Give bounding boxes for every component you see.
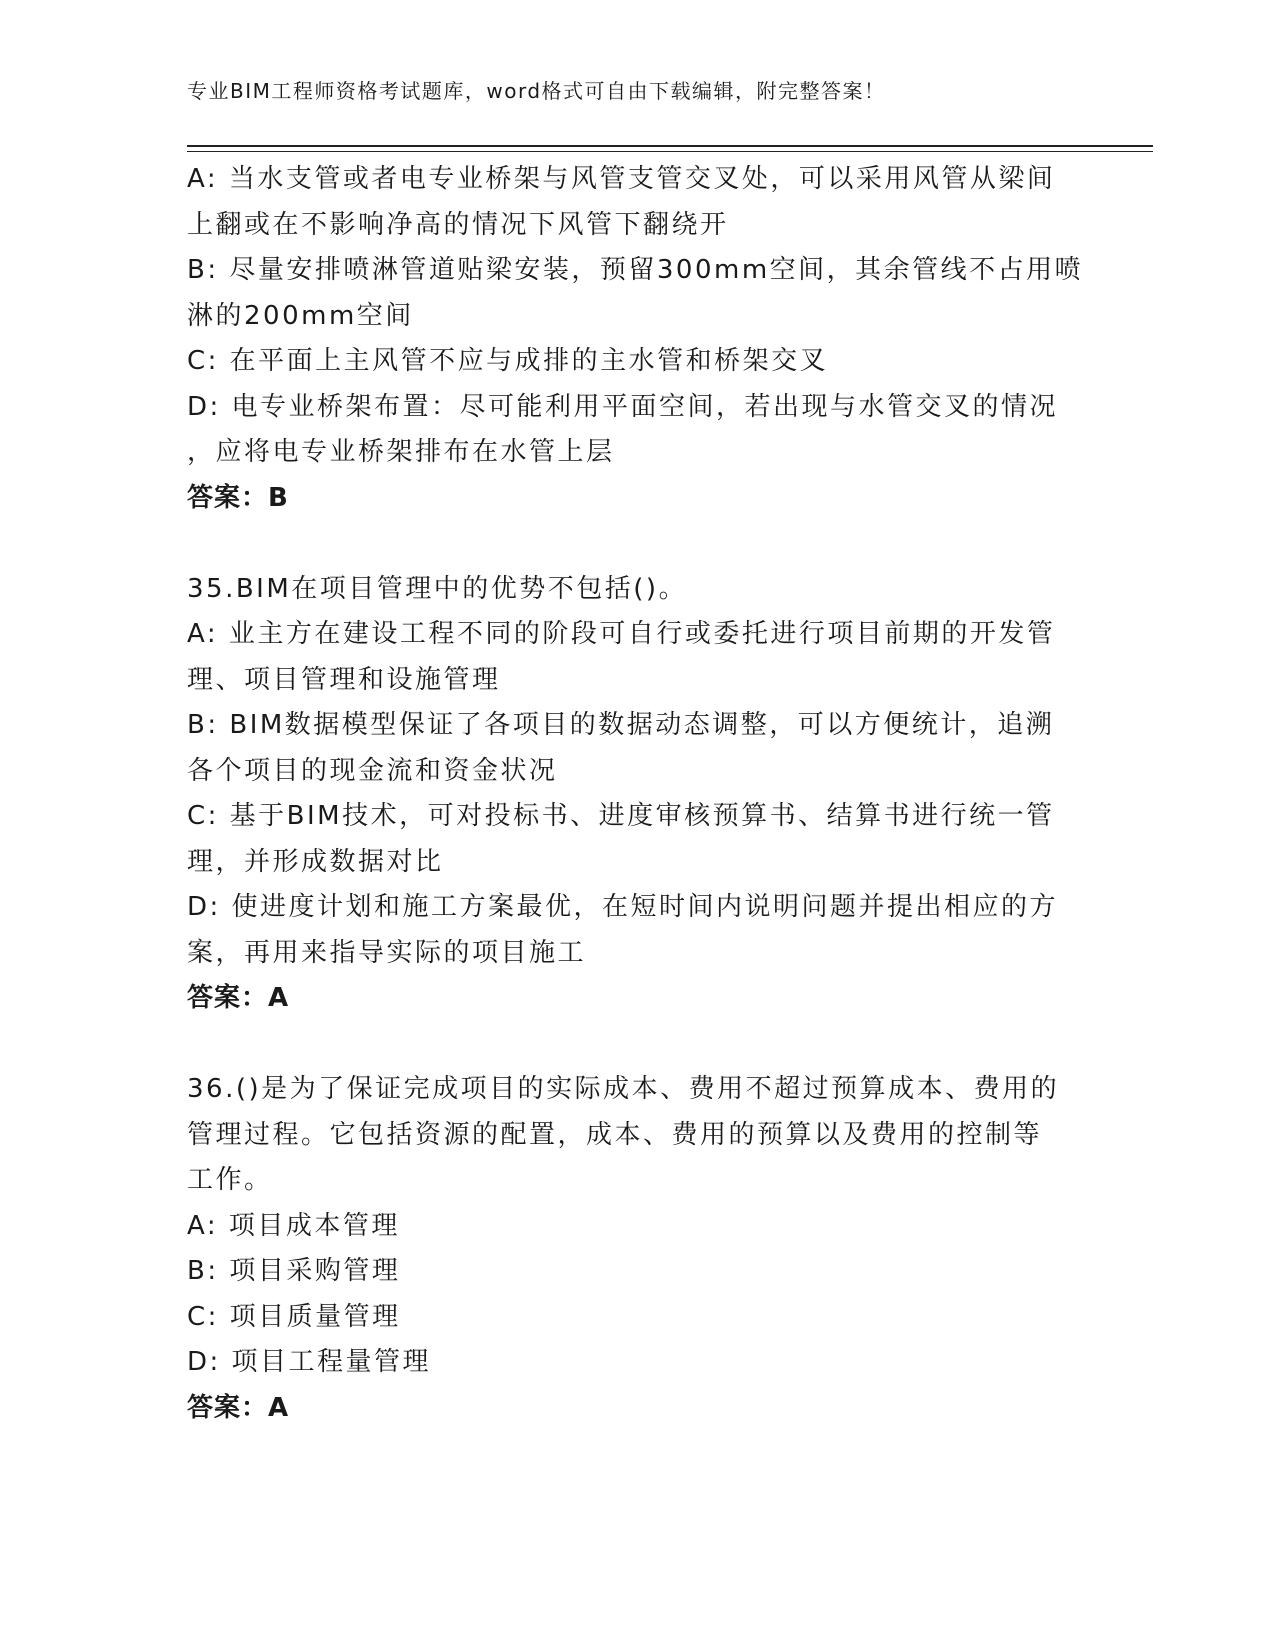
option-d-line-2: ，应将电专业桥架排布在水管上层 — [187, 437, 615, 467]
header-divider — [187, 145, 1153, 152]
option-c-line-2: 理，并形成数据对比 — [187, 846, 444, 877]
spacer — [187, 1022, 1087, 1068]
question-34-block — [187, 157, 1087, 521]
question-text-line-1: 36.()是为了保证完成项目的实际成本、费用不超过预算成本、费用的 — [187, 1074, 1060, 1104]
option-a-line-1: A: 项目成本管理 — [187, 1210, 400, 1241]
option-a-line-1: A: 业主方在建设工程不同的阶段可自行或委托进行项目前期的开发管 — [187, 619, 1056, 649]
option-d-line-1: D: 电专业桥架布置：尽可能利用平面空间，若出现与水管交叉的情况 — [187, 391, 1059, 422]
question-text-line-2: 管理过程。它包括资源的配置，成本、费用的预算以及费用的控制等 — [187, 1119, 1043, 1150]
question-35-block — [187, 567, 1087, 1022]
page-header: 专业BIM工程师资格考试题库，word格式可自由下载编辑，附完整答案！ — [187, 79, 886, 103]
option-b-line-1: B: 项目采购管理 — [187, 1256, 401, 1286]
option-d-line-1: D: 使进度计划和施工方案最优，在短时间内说明问题并提出相应的方 — [187, 892, 1059, 922]
answer-label: 答案：B — [187, 482, 289, 513]
option-d-line-2: 案，再用来指导实际的项目施工 — [187, 937, 587, 968]
option-a-line-2: 上翻或在不影响净高的情况下风管下翻绕开 — [187, 209, 729, 240]
spacer — [187, 521, 1087, 567]
option-b-line-2: 淋的200mm空间 — [187, 300, 414, 331]
answer-label: 答案：A — [187, 1392, 290, 1423]
option-c-line-1: C: 在平面上主风管不应与成排的主水管和桥架交叉 — [187, 346, 829, 376]
option-b-line-2: 各个项目的现金流和资金状况 — [187, 755, 558, 786]
answer-label: 答案：A — [187, 983, 290, 1013]
question-text-line-3: 工作。 — [187, 1165, 273, 1195]
option-a-line-1: A: 当水支管或者电专业桥架与风管支管交叉处，可以采用风管从梁间 — [187, 164, 1056, 194]
option-c-line-1: C: 基于BIM技术，可对投标书、进度审核预算书、结算书进行统一管 — [187, 801, 1055, 831]
option-b-line-1: B: 尽量安排喷淋管道贴梁安装，预留300mm空间，其余管线不占用喷 — [187, 255, 1084, 285]
option-a-line-2: 理、项目管理和设施管理 — [187, 664, 501, 695]
document-body — [187, 157, 1087, 1431]
question-36-block — [187, 1067, 1087, 1431]
option-c-line-1: C: 项目质量管理 — [187, 1301, 401, 1332]
option-d-line-1: D: 项目工程量管理 — [187, 1347, 432, 1377]
question-text-line-1: 35.BIM在项目管理中的优势不包括()。 — [187, 573, 688, 604]
option-b-line-1: B: BIM数据模型保证了各项目的数据动态调整，可以方便统计，追溯 — [187, 710, 1055, 740]
